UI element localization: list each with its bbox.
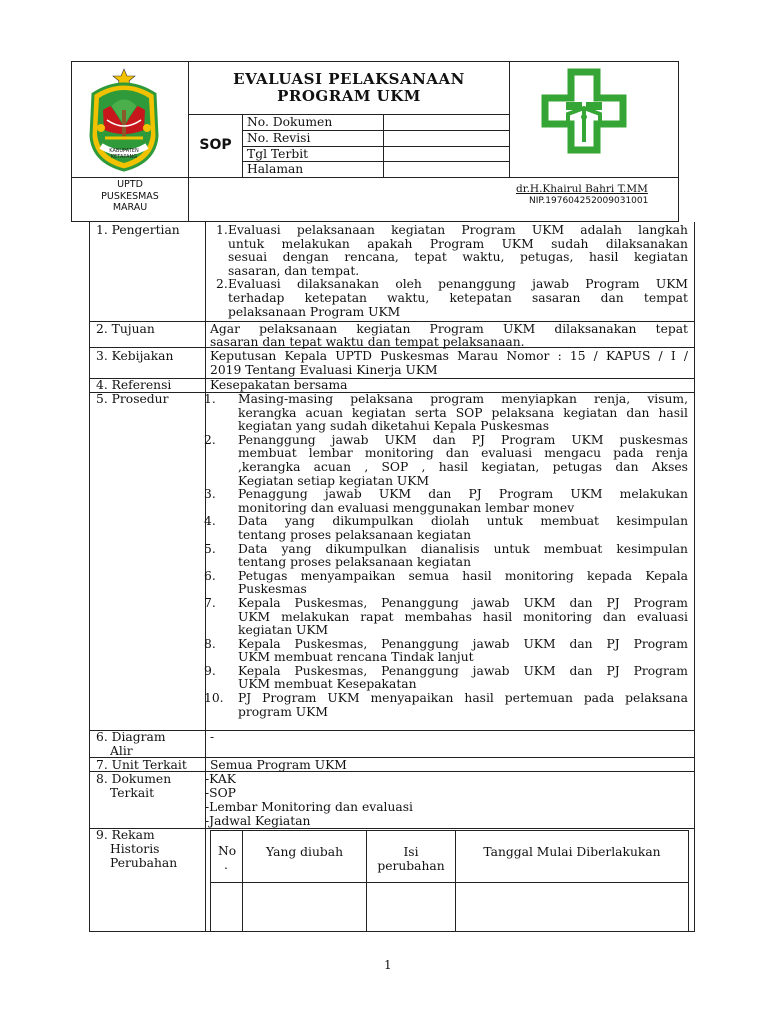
kebijakan-line-2: 2019 Tentang Evaluasi Kinerja UKM <box>210 363 438 377</box>
rekam-table-top <box>210 830 689 831</box>
prosedur-item <box>206 393 688 434</box>
logo-caption: KABUPATEN KETAPANG <box>109 148 139 160</box>
prosedur-item-last-line: Puskesmas <box>238 582 307 597</box>
tujuan-line-1: Agar pelaksanaan kegiatan Program UKM dilaksanakan tepat <box>210 322 688 336</box>
prosedur-item-last-line: UKM membuat Kesepakatan <box>238 677 417 692</box>
prosedur-item-last-line: monitoring dan evaluasi menggunakan lembar monev <box>238 500 575 515</box>
dokumen-item-kak: -KAK <box>205 772 236 786</box>
referensi-text: Kesepakatan bersama <box>210 378 348 392</box>
prosedur-item-last-line: Kegiatan setiap kegiatan UKM <box>238 473 430 488</box>
label-unit-terkait: 7. Unit Terkait <box>96 758 187 772</box>
prosedur-item-line: Kepala Puskesmas, Penanggung jawab UKM dan PJ Program <box>238 637 688 651</box>
prosedur-item <box>206 692 688 719</box>
prosedur-item-number: 2. <box>204 432 216 447</box>
pengertian-item-line: sesuai dengan rencana, tepat waktu, petugas, hasil kegiatan <box>228 251 688 265</box>
prosedur-item-number: 7. <box>204 595 216 610</box>
dokumen-item-jadwal: -Jadwal Kegiatan <box>205 814 311 828</box>
prosedur-item-line: Petugas menyampaikan semua hasil monitoring kepada Kepala <box>238 569 688 583</box>
pengertian-item-line: untuk melakukan apakah Program UKM sudah dilaksanakan <box>228 237 688 251</box>
label-diagram-1: 6. Diagram <box>96 730 166 744</box>
rekam-header-no: No <box>218 844 237 858</box>
label-rekam-2: Historis <box>110 842 160 856</box>
org-line-2: PUSKESMAS <box>101 190 159 202</box>
prosedur-item-line: ,kerangka acuan , SOP , hasil kegiatan, petugas dan Akses <box>238 460 688 474</box>
tujuan-line-2: sasaran dan tepat waktu dan tempat pelaksanaan. <box>210 335 525 349</box>
prosedur-list <box>206 393 688 719</box>
label-diagram-2: Alir <box>110 744 133 758</box>
row-divider-3 <box>89 378 695 379</box>
rekam-table-right <box>688 830 689 931</box>
prosedur-item-line: Data yang dikumpulkan diolah untuk membuat kesimpulan <box>238 515 688 529</box>
org-line-1: UPTD <box>117 179 143 190</box>
pengertian-item-number: 1. <box>216 223 228 237</box>
sop-label: SOP <box>199 137 232 153</box>
pengertian-item <box>208 224 688 278</box>
label-prosedur: 5. Prosedur <box>96 392 169 406</box>
pengertian-item-last-line: sasaran, dan tempat. <box>228 263 360 278</box>
header-title-bottom <box>188 114 509 115</box>
pengertian-item-number: 2. <box>216 277 228 292</box>
prosedur-item-last-line: UKM membuat rencana Tindak lanjut <box>238 650 474 665</box>
prosedur-item <box>206 570 688 597</box>
prosedur-item <box>206 665 688 692</box>
pengertian-list <box>208 224 688 319</box>
pengertian-item-line: Evaluasi dilaksanakan oleh penanggung jawab Program UKM <box>228 278 688 292</box>
page-title <box>189 71 509 105</box>
header-border-right <box>678 61 679 222</box>
prosedur-item-line: Kepala Puskesmas, Penanggung jawab UKM dan PJ Program <box>238 596 688 610</box>
row-divider-8 <box>89 828 695 829</box>
prosedur-item <box>206 488 688 515</box>
puskesmas-logo <box>538 68 630 158</box>
prosedur-item-last-line: tentang proses pelaksanaan kegiatan <box>238 527 472 542</box>
doc-field-no-revisi: No. Revisi <box>247 131 311 145</box>
header-divider-right <box>509 61 510 178</box>
prosedur-item-line: UKM melakukan rapat membahas hasil monitoring dan evaluasi <box>238 610 688 624</box>
prosedur-item-last-line: kegiatan yang sudah diketahui Kepala Puskesmas <box>238 419 550 434</box>
rekam-header-perubahan: perubahan <box>377 859 445 873</box>
pengertian-item <box>208 278 688 319</box>
rekam-table-header-bottom <box>210 882 689 883</box>
rekam-header-tanggal: Tanggal Mulai Diberlakukan <box>483 845 661 859</box>
prosedur-item-line: PJ Program UKM menyapaikan hasil pertemuan pada pelaksana <box>238 692 688 706</box>
doc-field-halaman: Halaman <box>247 162 304 176</box>
prosedur-item-number: 6. <box>204 568 216 583</box>
table-border-bottom <box>89 931 695 932</box>
org-line-3: MARAU <box>112 202 148 213</box>
prosedur-item-line: kerangka acuan kegiatan serta SOP pelaksana kegiatan dan hasil <box>238 406 688 420</box>
pengertian-item-line: Evaluasi pelaksanaan kegiatan Program UKM adalah langkah <box>228 224 688 237</box>
page-title-line-2: PROGRAM UKM <box>277 87 421 105</box>
page-title-line-1: EVALUASI PELAKSANAAN <box>233 70 465 88</box>
prosedur-item-number: 8. <box>204 636 216 651</box>
rekam-table-left <box>210 830 211 931</box>
diagram-value: - <box>210 730 215 744</box>
prosedur-item-last-line: program UKM <box>238 704 328 719</box>
kebijakan-line-1: Keputusan Kepala UPTD Puskesmas Marau Nomor : 15 / KAPUS / I / <box>210 349 688 363</box>
rekam-header-isi: Isi <box>403 845 419 859</box>
header-border-top <box>71 61 679 62</box>
org-block <box>72 179 188 214</box>
table-border-right <box>694 222 695 932</box>
rekam-header-yang-diubah: Yang diubah <box>265 845 344 859</box>
prosedur-item-line: Masing-masing pelaksana program menyiapkan renja, visum, <box>238 393 688 406</box>
prosedur-item-last-line: kegiatan UKM <box>238 623 329 638</box>
prosedur-item <box>206 515 688 542</box>
prosedur-item-last-line: tentang proses pelaksanaan kegiatan <box>238 555 472 570</box>
label-pengertian: 1. Pengertian <box>96 223 180 237</box>
prosedur-item-line: Data yang dikumpulkan dianalisis untuk membuat kesimpulan <box>238 542 688 556</box>
rekam-header-no-dot: . <box>224 858 228 872</box>
label-tujuan: 2. Tujuan <box>96 322 155 336</box>
table-border-left <box>89 222 90 932</box>
prosedur-item-number: 3. <box>204 487 216 502</box>
pengertian-item-last-line: pelaksanaan Program UKM <box>228 304 401 319</box>
prosedur-item-number: 5. <box>204 541 216 556</box>
prosedur-item-number: 1. <box>204 392 216 406</box>
prosedur-item-line: Kepala Puskesmas, Penanggung jawab UKM dan PJ Program <box>238 664 688 678</box>
prosedur-item <box>206 543 688 570</box>
doc-field-no-dokumen: No. Dokumen <box>247 115 333 129</box>
label-kebijakan: 3. Kebijakan <box>96 349 174 363</box>
label-dokumen-2: Terkait <box>110 786 155 800</box>
dokumen-item-lembar: -Lembar Monitoring dan evaluasi <box>205 800 413 814</box>
header-divider-horizontal <box>71 177 679 178</box>
dokumen-item-sop: -SOP <box>205 786 236 800</box>
prosedur-item-number: 4. <box>204 514 216 529</box>
signer-nip: NIP.197604252009031001 <box>529 196 649 206</box>
pengertian-item-line: terhadap ketepatan waktu, ketepatan sasaran dan tempat <box>228 291 688 305</box>
prosedur-item-number: 10. <box>204 691 224 706</box>
label-referensi: 4. Referensi <box>96 378 172 392</box>
header-border-bottom <box>71 221 679 222</box>
prosedur-item-line: membuat lembar monitoring dan evaluasi mengacu pada renja <box>238 447 688 461</box>
prosedur-item-line: Penanggung jawab UKM dan PJ Program UKM puskesmas <box>238 433 688 447</box>
prosedur-item-number: 9. <box>204 663 216 678</box>
prosedur-item <box>206 597 688 638</box>
label-rekam-3: Perubahan <box>110 856 178 870</box>
prosedur-item <box>206 638 688 665</box>
doc-field-tgl-terbit: Tgl Terbit <box>247 147 309 161</box>
unit-terkait-value: Semua Program UKM <box>210 758 347 772</box>
page-number: 1 <box>384 958 392 972</box>
prosedur-item <box>206 434 688 488</box>
kabupaten-logo <box>81 66 167 176</box>
row-divider-5 <box>89 730 695 731</box>
label-rekam-1: 9. Rekam <box>96 828 155 842</box>
prosedur-item-line: Penaggung jawab UKM dan PJ Program UKM melakukan <box>238 488 688 502</box>
label-dokumen-1: 8. Dokumen <box>96 772 172 786</box>
signer-name: dr.H.Khairul Bahri T.MM <box>516 183 648 195</box>
